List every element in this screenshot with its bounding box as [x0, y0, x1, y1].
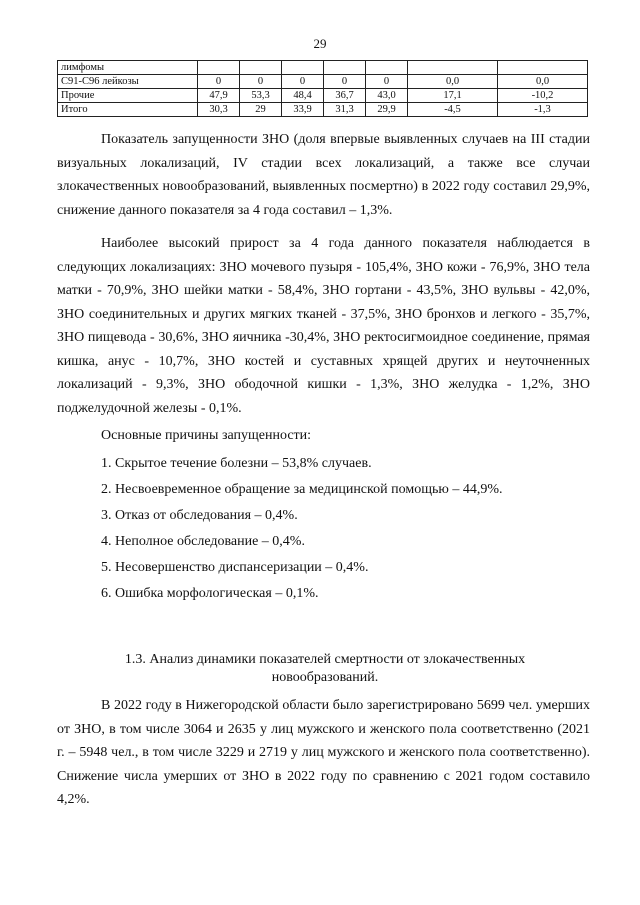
table-cell: 0,0 — [408, 75, 498, 89]
table-cell — [198, 61, 240, 75]
table-cell: 0,0 — [498, 75, 588, 89]
table-cell: 17,1 — [408, 89, 498, 103]
table-cell: 29,9 — [366, 103, 408, 117]
causes-list — [57, 451, 590, 607]
list-item: 5. Несовершенство диспансеризации – 0,4%. — [101, 559, 369, 575]
table-cell: 29 — [240, 103, 282, 117]
table-cell — [240, 61, 282, 75]
list-item: 2. Несвоевременное обращение за медицинской помощью – 44,9%. — [101, 481, 503, 497]
paragraph-causes-intro: Основные причины запущенности: — [101, 428, 312, 443]
row-label: лимфомы — [58, 61, 198, 75]
list-item: 4. Неполное обследование – 0,4%. — [101, 533, 305, 549]
body-text — [57, 128, 590, 607]
table-cell — [498, 61, 588, 75]
table-cell — [282, 61, 324, 75]
table-cell: 53,3 — [240, 89, 282, 103]
page-number: 29 — [313, 36, 327, 51]
table-cell: -4,5 — [408, 103, 498, 117]
list-item: 6. Ошибка морфологическая – 0,1%. — [101, 585, 319, 601]
table-cell: 36,7 — [324, 89, 366, 103]
final-text — [57, 694, 590, 812]
row-label: Итого — [58, 103, 198, 117]
table-cell — [324, 61, 366, 75]
table-row — [58, 103, 588, 117]
table-cell: 47,9 — [198, 89, 240, 103]
table-cell: 30,3 — [198, 103, 240, 117]
table-cell: 33,9 — [282, 103, 324, 117]
row-label: Прочие — [58, 89, 198, 103]
paragraph-growth-localizations: Наиболее высокий прирост за 4 года данного показателя наблюдается в следующих локализациях: ЗНО мочевого пузыря - 105,4%, ЗНО кожи - 76,9%, ЗНО тела матки - 70,9%, ЗНО шейки матки - 58,4%, ЗНО гортани - 43,5%, ЗНО вульвы - 42,0%, ЗНО соединительных и других мягких тканей - 37,5%, ЗНО бронхов и легкого - 35,7%, ЗНО пищевода - 30,6%, ЗНО яичника -30,4%, ЗНО ректосигмоидное соединение, прямая кишка, анус - 10,7%, ЗНО костей и суставных хрящей других и неуточненных локализаций - 9,3%, ЗНО ободочной кишки - 1,3%, ЗНО желудка - 1,2%, ЗНО поджелудочной железы - 0,1%. — [57, 236, 590, 416]
table-cell: 0 — [366, 75, 408, 89]
table-cell: -10,2 — [498, 89, 588, 103]
table-cell: -1,3 — [498, 103, 588, 117]
table-row — [58, 75, 588, 89]
list-item: 1. Скрытое течение болезни – 53,8% случаев. — [101, 455, 372, 471]
table-cell: 0 — [324, 75, 366, 89]
table-cell — [408, 61, 498, 75]
paragraph-mortality: В 2022 году в Нижегородской области было зарегистрировано 5699 чел. умерших от ЗНО, в том числе 3064 и 2635 у лиц мужского и женского пола соответственно (2021 г. – 5948 чел., в том числе 3229 и 2719 у лиц мужского и женского пола соответственно). Снижение числа умерших от ЗНО в 2022 году по сравнению с 2021 годом составило 4,2%. — [57, 698, 590, 807]
list-item: 3. Отказ от обследования – 0,4%. — [101, 507, 298, 523]
table-cell: 0 — [282, 75, 324, 89]
table-cell: 0 — [198, 75, 240, 89]
data-table — [57, 60, 588, 117]
table-cell: 31,3 — [324, 103, 366, 117]
table-cell: 0 — [240, 75, 282, 89]
table-cell: 43,0 — [366, 89, 408, 103]
table-row — [58, 89, 588, 103]
paragraph-neglect-indicator: Показатель запущенности ЗНО (доля впервые выявленных случаев на III стадии визуальных локализаций, IV стадии всех локализаций, а также все случаи злокачественных новообразований, выявленных посмертно) в 2022 году составил 29,9%, снижение данного показателя за 4 года составил – 1,3%. — [57, 132, 590, 218]
table-cell — [366, 61, 408, 75]
row-label: С91-С96 лейкозы — [58, 75, 198, 89]
section-heading: 1.3. Анализ динамики показателей смертности от злокачественных новообразований. — [124, 652, 526, 685]
table-cell: 48,4 — [282, 89, 324, 103]
table-row — [58, 61, 588, 75]
